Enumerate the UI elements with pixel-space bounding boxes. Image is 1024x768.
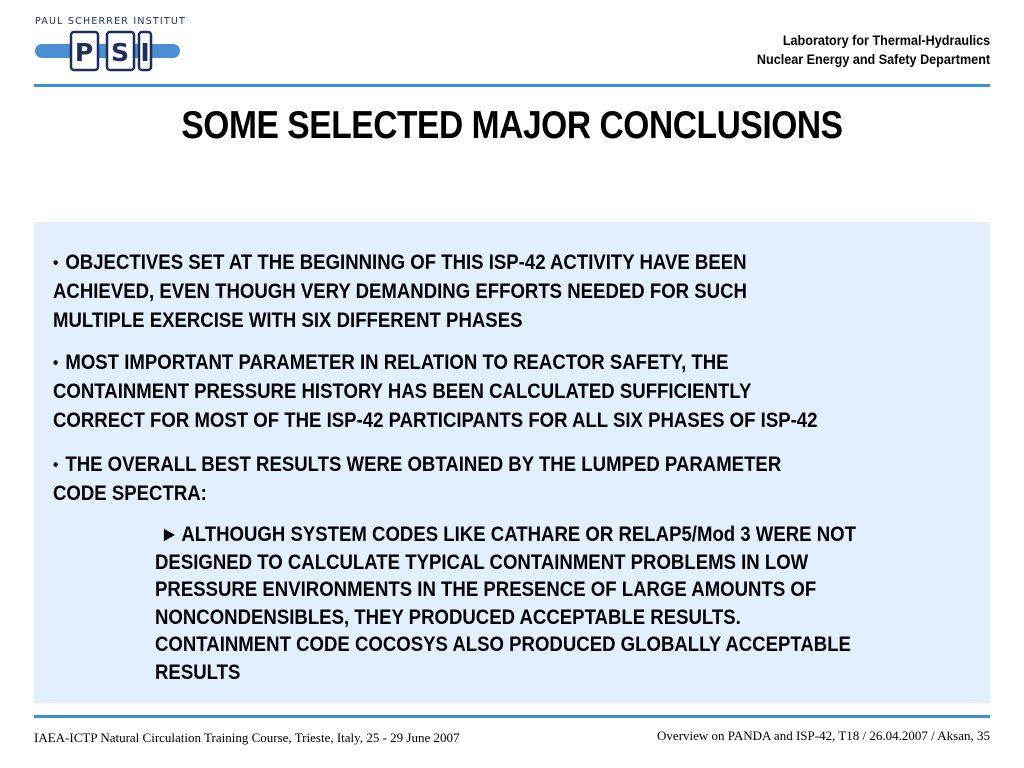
bullet-1-line-2: ACHIEVED, EVEN THOUGH VERY DEMANDING EFFORTS NEEDED FOR SUCH [53,280,747,303]
sub-point [155,521,952,686]
bullet-marker: • [53,455,59,474]
conclusions-panel [34,222,990,703]
department-name: Nuclear Energy and Safety Department [756,51,990,67]
bottom-divider [34,715,990,718]
top-divider [34,84,990,87]
sub-point-line-2: DESIGNED TO CALCULATE TYPICAL CONTAINMENT PROBLEMS IN LOW [155,550,809,574]
footer-slide-info: Overview on PANDA and ISP-42, T18 / 26.04.2007 / Aksan, 35 [657,728,990,743]
logo-letter-s: S [110,38,130,67]
bullet-2-line-1: MOST IMPORTANT PARAMETER IN RELATION TO REACTOR SAFETY, THE [65,351,729,374]
arrow-icon: ► [160,523,179,546]
psi-logo [35,16,187,74]
sub-point-line-5: CONTAINMENT CODE COCOSYS ALSO PRODUCED GLOBALLY ACCEPTABLE [155,633,851,656]
sub-point-line-4: NONCONDENSIBLES, THEY PRODUCED ACCEPTABLE RESULTS. [155,605,741,629]
sub-point-line-1: ALTHOUGH SYSTEM CODES LIKE CATHARE OR RELAP5/Mod 3 WERE NOT [181,523,856,546]
logo-institute-name: PAUL SCHERRER INSTITUT [35,16,187,27]
bullet-3-line-2: CODE SPECTRA: [53,482,207,505]
slide-title: SOME SELECTED MAJOR CONCLUSIONS [181,104,843,147]
bullet-marker: • [53,253,59,272]
bullet-1-line-3: MULTIPLE EXERCISE WITH SIX DIFFERENT PHASES [53,309,523,332]
bullet-3 [53,450,947,508]
lab-name: Laboratory for Thermal-Hydraulics [782,32,990,48]
logo-letter-i: I [140,38,150,67]
bullet-marker: • [53,353,59,372]
sub-point-line-6: RESULTS [155,660,241,684]
bullet-1-line-1: OBJECTIVES SET AT THE BEGINNING OF THIS ISP-42 ACTIVITY HAVE BEEN [65,251,747,274]
bullet-2-line-2: CONTAINMENT PRESSURE HISTORY HAS BEEN CALCULATED SUFFICIENTLY [53,380,752,403]
psi-logo-mark [35,28,180,74]
bullet-3-line-1: THE OVERALL BEST RESULTS WERE OBTAINED BY THE LUMPED PARAMETER [65,453,782,476]
department-header [757,31,990,69]
bullet-1 [53,248,947,335]
footer-course: IAEA-ICTP Natural Circulation Training Course, Trieste, Italy, 25 - 29 June 2007 [34,730,460,745]
logo-letter-p: P [74,38,94,67]
bullet-2-line-3: CORRECT FOR MOST OF THE ISP-42 PARTICIPANTS FOR ALL SIX PHASES OF ISP-42 [53,409,818,432]
sub-point-line-3: PRESSURE ENVIRONMENTS IN THE PRESENCE OF LARGE AMOUNTS OF [155,578,817,601]
bullet-2 [53,348,947,435]
